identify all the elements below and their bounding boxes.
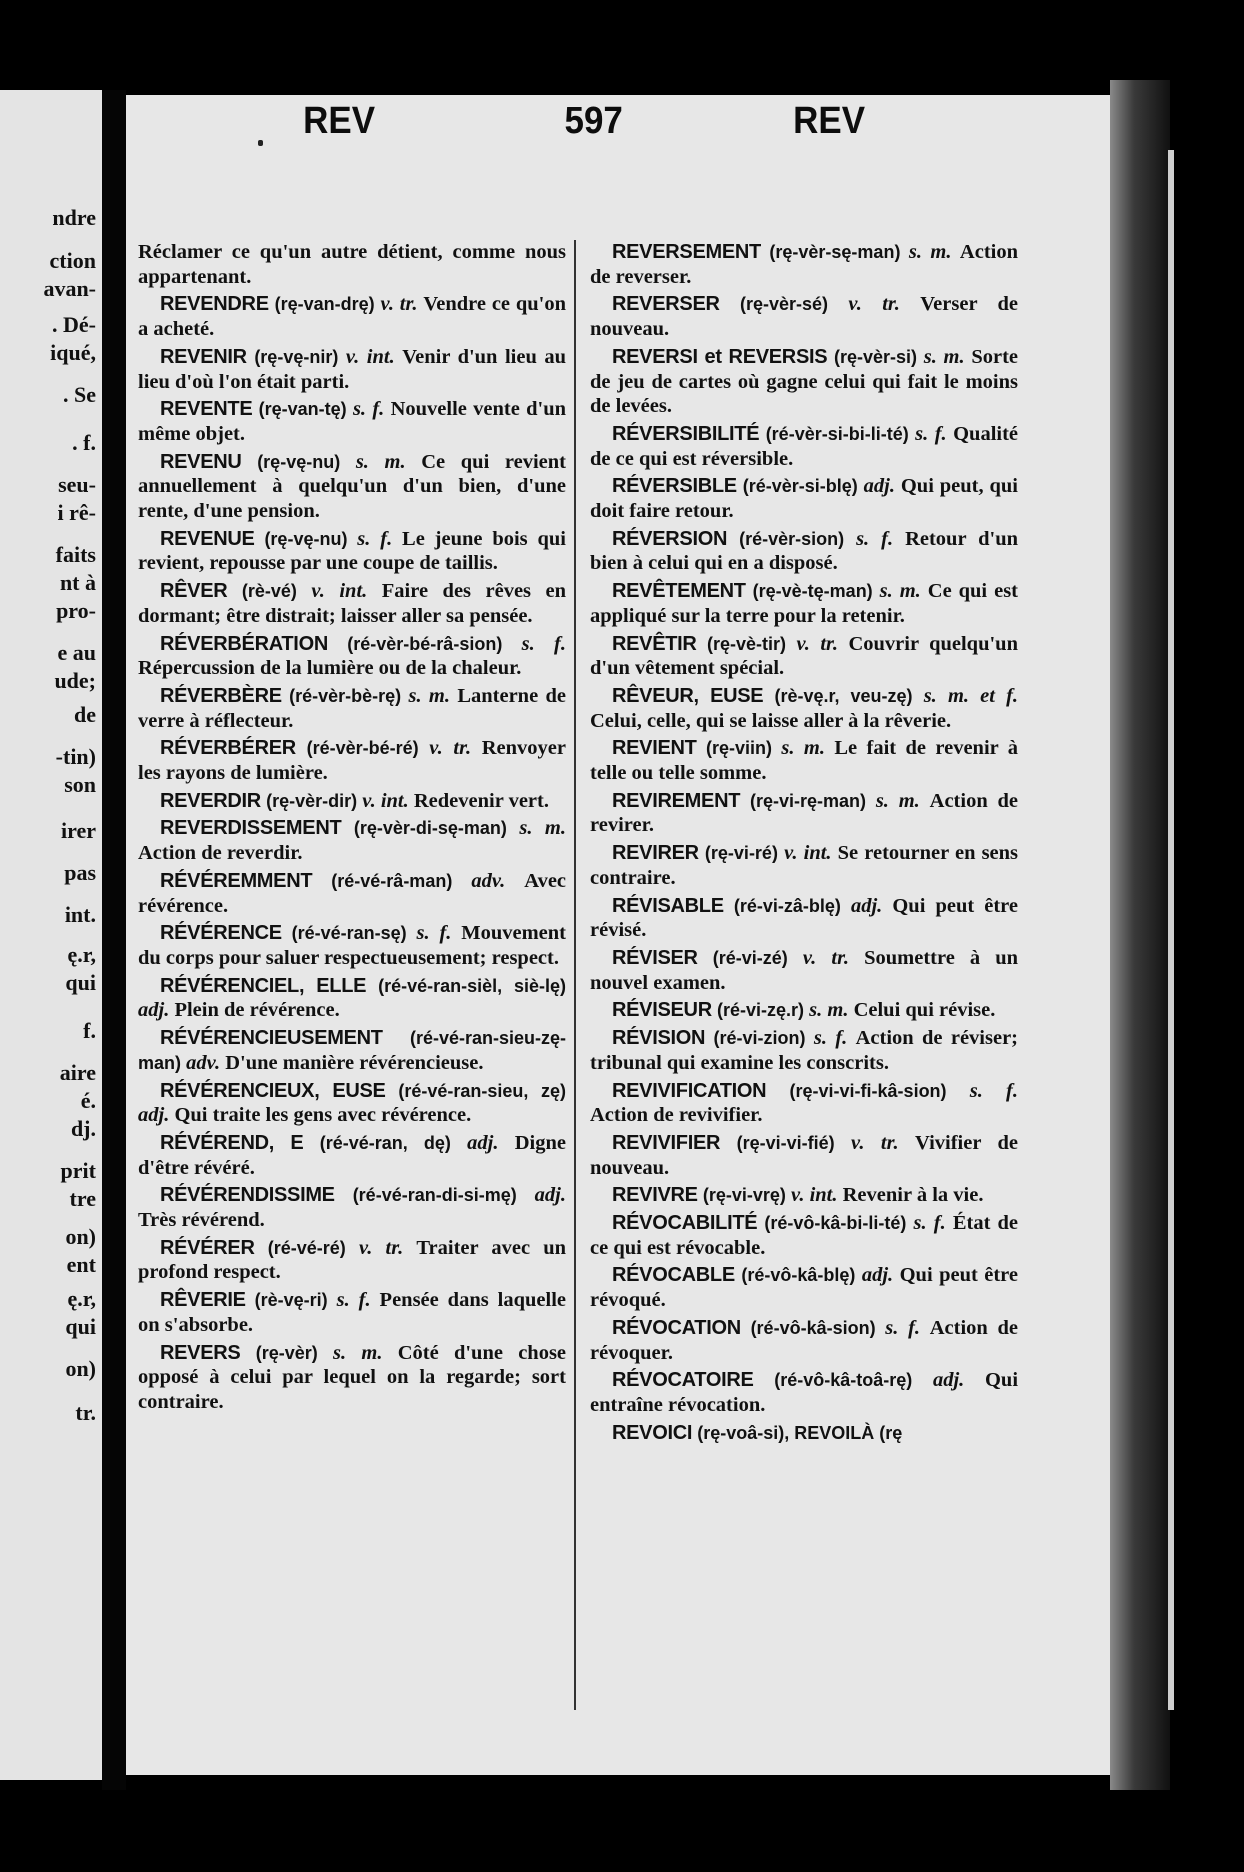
- dictionary-entry: [138, 1079, 566, 1128]
- dictionary-entry: [590, 998, 1018, 1023]
- dictionary-entry: [138, 450, 566, 524]
- pronunciation: (rè-vé): [241, 581, 297, 602]
- pronunciation: (rę-vi-vi-fi-kâ-sion): [789, 1080, 947, 1101]
- headword: REVERDIR: [160, 789, 261, 812]
- pronunciation: (rę-vę-nu): [257, 451, 341, 472]
- pronunciation: (ré-vé-râ-man): [331, 870, 453, 891]
- headword: REVERSER: [612, 293, 720, 316]
- page-number: 597: [564, 100, 623, 142]
- headword: REVIVIFIER: [612, 1131, 721, 1154]
- headword: REVIVRE: [612, 1184, 698, 1207]
- pronunciation: (ré-vô-kâ-sion): [750, 1317, 876, 1338]
- dictionary-entry: [138, 527, 566, 576]
- margin-fragment: ndre: [52, 205, 96, 230]
- grammar-label: adj.: [861, 1264, 894, 1287]
- definition: Action de revivifier.: [590, 1104, 763, 1127]
- margin-fragment: f.: [83, 1018, 96, 1043]
- left-page-fragment: [0, 90, 102, 1780]
- grammar-label: adj.: [138, 1104, 170, 1127]
- definition: Venir d'un lieu au lieu d'où l'on était parti.: [138, 345, 566, 393]
- grammar-label: s. m.: [908, 241, 952, 263]
- headword: RÉVISER: [612, 946, 698, 969]
- grammar-label: s. f.: [915, 422, 947, 445]
- dictionary-entry: [590, 1316, 1018, 1365]
- headword: RÉVERBÈRE: [160, 684, 282, 707]
- definition: Réclamer ce qu'un autre détient, comme nous appartenant.: [138, 241, 566, 288]
- definition: Vendre ce qu'on a acheté.: [138, 293, 567, 341]
- dictionary-entry: [590, 1079, 1018, 1128]
- definition: Ce qui est appliqué sur la terre pour la retenir.: [590, 580, 1018, 627]
- headword: RÉVÉRENCIEL, ELLE: [160, 974, 367, 997]
- grammar-label: s. f.: [336, 1289, 371, 1312]
- running-head-left: REV: [303, 100, 376, 142]
- definition: Pensée dans laquelle on s'absorbe.: [138, 1289, 566, 1336]
- pronunciation: (ré-vé-ran-di-si-mę): [352, 1185, 517, 1206]
- margin-fragment: é.: [80, 1088, 96, 1113]
- headword: REVENUE: [160, 527, 255, 550]
- page-edge: [1168, 150, 1174, 1710]
- pronunciation: (rę-viin): [705, 738, 772, 759]
- pronunciation: (rę-vèr-sę-man): [769, 242, 901, 262]
- grammar-label: s. m.: [408, 684, 450, 707]
- margin-fragment: ction: [49, 248, 96, 273]
- definition: Ce qui revient annuellement à quelqu'un d'un bien, d'une rente, d'une pension.: [138, 450, 566, 523]
- grammar-label: s. m.: [519, 817, 567, 840]
- pronunciation: (rę-van-drę): [274, 294, 375, 315]
- dictionary-entry: [590, 1131, 1018, 1180]
- margin-fragment: . Se: [63, 382, 96, 407]
- headword: REVERS: [160, 1341, 241, 1364]
- margin-fragment: . Dé-: [52, 312, 96, 337]
- headword: RÊVERIE: [160, 1289, 246, 1312]
- definition: Celui, celle, qui se laisse aller à la rêverie.: [590, 709, 952, 732]
- dictionary-entry: [590, 789, 1018, 838]
- headword: RÉVISABLE: [612, 894, 724, 917]
- definition: Plein de révérence.: [174, 999, 340, 1022]
- headword: RÉVÉRER: [160, 1236, 255, 1259]
- definition: Digne d'être révéré.: [138, 1131, 566, 1179]
- grammar-label: adj.: [850, 894, 883, 917]
- grammar-label: v. int.: [345, 345, 395, 368]
- pronunciation: (ré-vi-zę.r): [716, 1000, 805, 1021]
- grammar-label: s. f.: [856, 527, 894, 550]
- grammar-label: s. f.: [352, 398, 385, 421]
- grammar-label: s. f.: [416, 922, 452, 945]
- definition: Qui peut être révoqué.: [590, 1264, 1019, 1312]
- definition: Soumettre à un nouvel examen.: [590, 946, 1018, 994]
- dictionary-entry: [138, 1131, 566, 1180]
- pronunciation: (rę-vèr-sé): [740, 294, 829, 315]
- headword: RÉVERSION: [612, 527, 728, 550]
- pronunciation: (rę-vèr-di-sę-man): [353, 818, 507, 839]
- margin-fragment: qui: [65, 970, 96, 995]
- dictionary-entry: [590, 1421, 1018, 1446]
- margin-fragment: e au: [57, 640, 96, 665]
- grammar-label: v. int.: [784, 842, 832, 865]
- dictionary-entry: [138, 736, 566, 785]
- margin-fragment: int.: [64, 902, 96, 927]
- dictionary-entry: [138, 1026, 566, 1075]
- margin-fragment: on): [65, 1356, 96, 1381]
- pronunciation: (ré-vé-ran-sę): [291, 923, 407, 944]
- pronunciation: (ré-vèr-bè-rę): [289, 685, 402, 706]
- definition: Renvoyer les rayons de lumière.: [138, 737, 566, 785]
- grammar-label: s. f.: [813, 1027, 848, 1050]
- pronunciation: (rę-van-tę): [258, 399, 347, 420]
- dictionary-entry: [590, 240, 1018, 289]
- pronunciation: (ré-vé-ran-sièl, siè-lę): [378, 975, 567, 996]
- pronunciation: (ré-vé-ran, dę): [319, 1132, 451, 1153]
- definition: D'une manière révérencieuse.: [225, 1051, 484, 1074]
- pronunciation: (ré-vi-zion): [713, 1028, 806, 1049]
- pronunciation: (ré-vèr-sion): [739, 528, 845, 549]
- pronunciation: (ré-vèr-si-bi-li-té): [765, 423, 909, 444]
- headword: REVENIR: [160, 345, 247, 368]
- pronunciation: (rę-vèr-si): [834, 346, 918, 367]
- margin-fragment: faits: [55, 542, 96, 567]
- margin-fragment: qui: [65, 1314, 96, 1339]
- definition: Action de reverser.: [590, 241, 1018, 288]
- grammar-label: v. tr.: [848, 293, 900, 316]
- dictionary-entry: [138, 632, 566, 681]
- definition: Avec révérence.: [138, 869, 567, 917]
- definition: Côté d'une chose opposé à celui par lequel on la regarde; sort contraire.: [138, 1341, 567, 1413]
- definition: Nouvelle vente d'un même objet.: [138, 398, 567, 445]
- headword: RÉVOCABLE: [612, 1264, 735, 1287]
- headword: RÉVISEUR: [612, 999, 712, 1022]
- grammar-label: s. m.: [923, 345, 965, 368]
- pronunciation: (ré-vi-zâ-blę): [733, 895, 841, 916]
- definition: Revenir à la vie.: [842, 1184, 984, 1207]
- pronunciation: (rę-vi-rę-man): [749, 790, 866, 811]
- grammar-label: s. m.: [355, 450, 406, 473]
- grammar-label: s. m.: [333, 1341, 383, 1364]
- definition: Action de réviser; tribunal qui examine les conscrits.: [590, 1027, 1019, 1074]
- headword: RÉVERBÉRER: [160, 737, 296, 760]
- headword: RÉVÉRENCIEUSEMENT: [160, 1027, 383, 1050]
- pronunciation: (ré-vô-kâ-toâ-rę): [774, 1370, 913, 1391]
- dictionary-entry: [138, 1288, 566, 1337]
- margin-fragment: prit: [60, 1158, 96, 1183]
- definition: Celui qui révise.: [853, 999, 996, 1022]
- definition: Très révérend.: [138, 1209, 265, 1232]
- dictionary-entry: [138, 684, 566, 733]
- definition: Verser de nouveau.: [590, 293, 1019, 341]
- definition: Action de révoquer.: [590, 1316, 1019, 1364]
- dictionary-entry: [590, 579, 1018, 628]
- margin-fragment: ent: [66, 1252, 96, 1277]
- headword: RÉVÉREMMENT: [160, 869, 313, 892]
- dictionary-entry: [590, 1263, 1018, 1312]
- dictionary-entry: [138, 1236, 566, 1285]
- pronunciation: (rę-vèr-dir): [266, 790, 358, 811]
- dictionary-entry: [138, 1183, 566, 1232]
- dictionary-entry: [590, 1026, 1018, 1075]
- grammar-label: v. tr.: [429, 737, 472, 760]
- dictionary-entry: [590, 1211, 1018, 1260]
- margin-fragment: ude;: [54, 668, 96, 693]
- pronunciation: (ré-vé-ran-sieu-zę-man): [138, 1028, 566, 1073]
- headword: REVERDISSEMENT: [160, 817, 342, 840]
- grammar-label: s. f.: [521, 632, 566, 655]
- headword: RÉVÉREND, E: [160, 1131, 304, 1154]
- grammar-label: v. int.: [362, 789, 409, 812]
- pronunciation: (rę-vę-nu): [264, 528, 348, 549]
- grammar-label: v. tr.: [380, 293, 418, 316]
- grammar-label: v. int.: [790, 1184, 838, 1207]
- grammar-label: adj.: [138, 999, 170, 1022]
- definition: Se retourner en sens contraire.: [590, 842, 1019, 889]
- grammar-label: s. m. et f.: [923, 684, 1019, 707]
- grammar-label: v. tr.: [851, 1131, 899, 1154]
- grammar-label: s. f.: [885, 1316, 921, 1339]
- headword: RÉVERBÉRATION: [160, 632, 328, 655]
- pronunciation: (rę-vi-vi-fié): [736, 1132, 835, 1153]
- margin-fragment: tre: [69, 1186, 96, 1211]
- dictionary-entry: [590, 1183, 1018, 1208]
- definition: Qualité de ce qui est réversible.: [590, 422, 1019, 470]
- definition: Couvrir quelqu'un d'un vêtement spécial.: [590, 632, 1018, 680]
- headword: REVENDRE: [160, 293, 269, 316]
- margin-fragment: ę.r,: [67, 1286, 96, 1311]
- grammar-label: s. f.: [913, 1212, 946, 1235]
- headword: REVIENT: [612, 737, 697, 760]
- definition: Qui entraîne révocation.: [590, 1369, 1019, 1416]
- definition: Action de revirer.: [590, 789, 1019, 837]
- definition: Qui peut être révisé.: [590, 894, 1019, 942]
- pronunciation: (ré-vèr-bé-ré): [306, 738, 419, 759]
- margin-fragment: on): [65, 1224, 96, 1249]
- pronunciation: (ré-vé-ran-sieu, zę): [398, 1080, 566, 1101]
- definition: Faire des rêves en dormant; être distrait; laisser aller sa pensée.: [138, 580, 566, 627]
- pronunciation: (rę-vèr): [255, 1342, 318, 1363]
- headword: REVIREMENT: [612, 789, 741, 812]
- margin-fragment: pro-: [56, 598, 96, 623]
- definition: Lanterne de verre à réflecteur.: [138, 684, 566, 732]
- column-rule: [574, 240, 576, 1710]
- dictionary-entry: [590, 632, 1018, 681]
- grammar-label: adj.: [932, 1369, 965, 1392]
- left-column: [138, 240, 566, 1418]
- dictionary-entry: [138, 579, 566, 628]
- grammar-label: s. m.: [875, 789, 920, 812]
- grammar-label: adv.: [471, 869, 506, 892]
- pronunciation: (rę-vè-tir): [707, 633, 787, 654]
- grammar-label: s. f.: [357, 527, 393, 550]
- dictionary-entry: [590, 422, 1018, 471]
- pronunciation: (ré-vô-kâ-bi-li-té): [764, 1213, 907, 1234]
- headword: RÉVÉRENDISSIME: [160, 1184, 335, 1207]
- pronunciation: (rè-vę.r, veu-zę): [774, 685, 913, 706]
- definition: Action de reverdir.: [138, 842, 303, 865]
- pronunciation: (ré-vèr-si-blę): [742, 476, 858, 497]
- definition: Retour d'un bien à celui qui en a disposé.: [590, 527, 1019, 575]
- headword: RÉVOCATOIRE: [612, 1369, 754, 1392]
- definition: État de ce qui est révocable.: [590, 1212, 1018, 1259]
- dictionary-entry: [590, 474, 1018, 523]
- book-gutter: [102, 90, 126, 1790]
- dictionary-entry: [138, 816, 566, 865]
- definition: Répercussion de la lumière ou de la chaleur.: [138, 657, 522, 680]
- headword: RÊVEUR, EUSE: [612, 684, 764, 707]
- margin-fragment: iqué,: [50, 340, 96, 365]
- dictionary-entry: [590, 946, 1018, 995]
- headword: REVERSEMENT: [612, 241, 761, 263]
- definition: Qui traite les gens avec révérence.: [174, 1104, 472, 1127]
- headword: RÊVER: [160, 580, 228, 603]
- margin-fragment: ę.r,: [67, 942, 96, 967]
- grammar-label: v. tr.: [796, 632, 839, 655]
- margin-fragment: -tin): [55, 744, 96, 769]
- grammar-label: adj.: [467, 1131, 499, 1154]
- headword: RÉVOCABILITÉ: [612, 1212, 758, 1235]
- pronunciation: (rę-vè-tę-man): [752, 581, 873, 602]
- right-column: [590, 240, 1018, 1448]
- headword: RÉVÉRENCE: [160, 922, 282, 945]
- dictionary-entry: [590, 345, 1018, 419]
- margin-fragment: de: [74, 702, 96, 727]
- definition: Sorte de jeu de cartes où gagne celui qui fait le moins de levées.: [590, 345, 1018, 418]
- grammar-label: s. m.: [879, 580, 921, 603]
- grammar-label: adj.: [534, 1184, 566, 1207]
- grammar-label: adj.: [863, 475, 895, 498]
- dictionary-entry: [590, 1368, 1018, 1417]
- headword: RÉVOCATION: [612, 1316, 741, 1339]
- dictionary-entry: [138, 1341, 566, 1415]
- dictionary-entry: [590, 894, 1018, 943]
- dictionary-entry: [590, 292, 1018, 341]
- headword: REVOICI: [612, 1421, 693, 1444]
- page-edge-shadow: [1110, 80, 1170, 1790]
- margin-fragment: . f.: [72, 430, 96, 455]
- dictionary-entry: [590, 736, 1018, 785]
- headword: RÉVERSIBLE: [612, 475, 737, 498]
- definition: Qui peut, qui doit faire retour.: [590, 475, 1019, 523]
- grammar-label: s. f.: [969, 1079, 1019, 1102]
- definition: Redevenir vert.: [413, 789, 549, 812]
- margin-fragment: aire: [59, 1060, 96, 1085]
- headword: REVIRER: [612, 842, 699, 865]
- grammar-label: v. int.: [311, 580, 368, 603]
- definition: Mouvement du corps pour saluer respectueusement; respect.: [138, 922, 567, 969]
- dictionary-entry: [138, 974, 566, 1023]
- grammar-label: v. tr.: [358, 1236, 404, 1259]
- grammar-label: v. tr.: [802, 946, 850, 969]
- headword: REVÊTIR: [612, 632, 697, 655]
- pronunciation: (ré-vi-zé): [712, 947, 788, 968]
- grammar-label: s. m.: [781, 737, 825, 760]
- headword: RÉVÉRENCIEUX, EUSE: [160, 1079, 386, 1102]
- dictionary-entry: [590, 841, 1018, 890]
- definition: Vivifier de nouveau.: [590, 1131, 1018, 1179]
- headword: REVENU: [160, 450, 242, 473]
- headword: REVÊTEMENT: [612, 580, 746, 603]
- running-head-right: REV: [793, 100, 866, 142]
- definition: Traiter avec un profond respect.: [138, 1236, 567, 1284]
- pronunciation: (rę-voâ-si), REVOILÀ (rę: [697, 1422, 903, 1443]
- pronunciation: (ré-vé-ré): [267, 1237, 346, 1258]
- margin-fragment: irer: [60, 818, 96, 843]
- pronunciation: (rę-vi-vrę): [702, 1185, 786, 1206]
- pronunciation: (ré-vô-kâ-blę): [741, 1265, 856, 1286]
- dictionary-entry: [138, 397, 566, 446]
- dictionary-entry: [138, 789, 566, 814]
- dictionary-entry: [590, 527, 1018, 576]
- pronunciation: (rę-vę-nir): [254, 346, 339, 367]
- definition: Le jeune bois qui revient, repousse par une coupe de taillis.: [138, 527, 566, 575]
- dictionary-entry: [138, 345, 566, 394]
- headword: RÉVERSIBILITÉ: [612, 422, 760, 445]
- margin-fragment: seu-: [58, 472, 96, 497]
- grammar-label: adv.: [186, 1051, 221, 1074]
- dictionary-entry: [138, 292, 566, 341]
- dictionary-entry: [590, 684, 1018, 733]
- margin-fragment: pas: [64, 860, 96, 885]
- pronunciation: (rę-vi-ré): [704, 843, 778, 864]
- margin-fragment: avan-: [43, 276, 96, 301]
- margin-fragment: i rê-: [57, 500, 96, 525]
- pronunciation: (rè-vę-ri): [254, 1290, 328, 1311]
- dictionary-entry: [138, 240, 566, 289]
- definition: Le fait de revenir à telle ou telle somme.: [590, 737, 1019, 785]
- dictionary-entry: [138, 869, 566, 918]
- margin-fragment: dj.: [70, 1116, 96, 1141]
- margin-fragment: tr.: [75, 1400, 96, 1425]
- ink-speck: [258, 140, 263, 146]
- dictionary-entry: [138, 921, 566, 970]
- margin-fragment: son: [64, 772, 96, 797]
- grammar-label: s. m.: [809, 999, 849, 1022]
- margin-fragment: nt à: [59, 570, 96, 595]
- headword: REVIVIFICATION: [612, 1079, 767, 1102]
- headword: REVENTE: [160, 398, 253, 421]
- pronunciation: (ré-vèr-bé-râ-sion): [347, 633, 503, 654]
- headword: REVERSI et REVERSIS: [612, 345, 828, 368]
- headword: RÉVISION: [612, 1027, 706, 1050]
